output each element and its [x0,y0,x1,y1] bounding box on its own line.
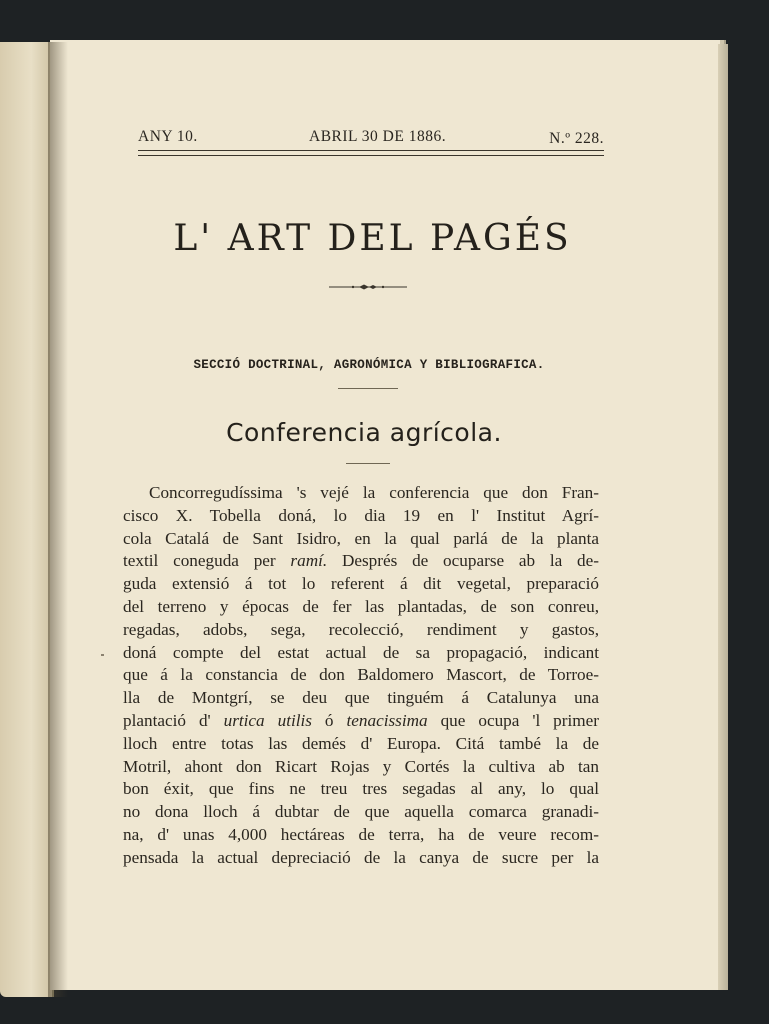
article-line [123,596,599,619]
section-heading: SECCIÓ DOCTRINAL, AGRONÓMICA Y BIBLIOGRAFICA. [193,358,545,372]
line-text: bon éxit, que fins ne treu tres segadas al any, lo qual [123,779,599,799]
article-title: Conferencia agrícola. [226,418,502,447]
volume-label: ANY 10. [138,128,198,145]
article-line [123,824,599,847]
article-line [123,642,599,665]
facing-page-edge [0,42,54,997]
header-double-rule [138,150,604,156]
line-text: doná compte del estat actual de sa propagació, indicant [123,642,599,662]
italic-term: tenacissima [346,710,428,730]
line-text: Motril, ahont don Ricart Rojas y Cortés la cultiva ab tan [123,756,599,776]
margin-mark [101,654,104,656]
issue-date: ABRIL 30 DE 1886. [309,128,447,145]
spine-shadow [48,42,68,997]
line-text: na, d' unas 4,000 hectáreas de terra, ha de veure recom- [123,824,599,844]
issue-number: N.º 228. [549,130,604,147]
line-text: del terreno y épocas de fer las plantadas, de son conreu, [123,596,599,616]
article-line [123,528,599,551]
article-line [123,482,599,505]
masthead-title: L' ART DEL PAGÉS [173,218,572,259]
article-line [123,505,599,528]
line-text: cola Catalá de Sant Isidro, en la qual parlá de la planta [123,528,599,548]
article-body [123,482,599,870]
line-text: guda extensió á tot lo referent á dit vegetal, preparació [123,574,599,594]
ornament-divider [329,284,407,290]
page-stack-edge [718,44,728,990]
line-text: Concorregudíssima 's vejé la conferencia que don Fran- [149,483,599,502]
line-text: lla de Montgrí, se deu que tinguém á Catalunya una [123,688,599,708]
article-line [123,687,599,710]
article-line [123,778,599,801]
line-text: regadas, adobs, sega, recolecció, rendiment y gastos, [123,619,599,639]
article-line [123,756,599,779]
line-text: que á la constancia de don Baldomero Mascort, de Torroe- [123,665,599,685]
article-line [123,847,599,870]
line-text: ó [311,710,347,730]
line-text: que ocupa 'l primer [427,710,599,730]
article-title-rule [346,463,390,464]
article-line [123,573,599,596]
line-text: pensada la actual depreciació de la canya de sucre per la [123,847,599,867]
italic-term: ramí. [290,551,328,571]
line-text: no dona lloch á dubtar de que aquella comarca granadi- [123,802,599,822]
line-text: plantació d' [123,710,224,730]
article-line [123,801,599,824]
italic-term: urtica utilis [223,710,312,730]
article-line [123,733,599,756]
line-text: lloch entre totas las demés d' Europa. Citá també la de [123,733,599,753]
article-line [123,710,599,733]
article-line [123,664,599,687]
article-line [123,619,599,642]
line-text: textil coneguda per [123,551,291,571]
article-line [123,550,599,573]
line-text: cisco X. Tobella doná, lo dia 19 en l' Institut Agrí- [123,505,599,525]
line-text: Després de ocuparse ab la de- [327,551,599,571]
section-rule [338,388,398,389]
